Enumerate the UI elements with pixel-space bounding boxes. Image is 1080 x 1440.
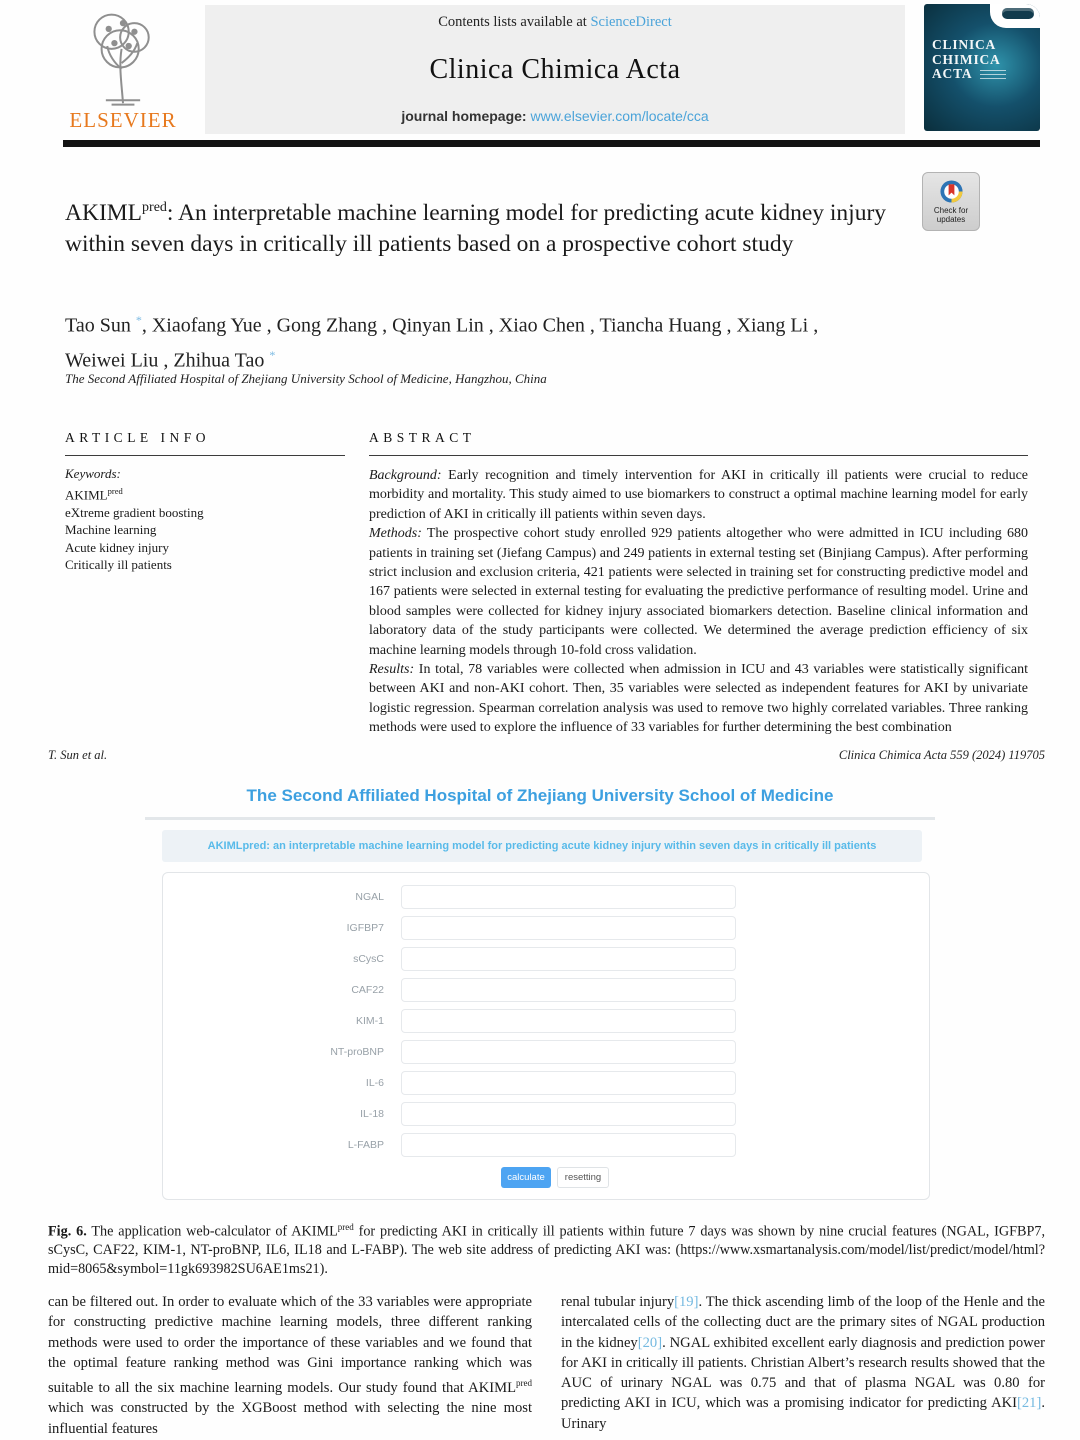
resetting-button[interactable]: resetting <box>557 1167 609 1188</box>
abstract-rule <box>369 455 1028 456</box>
kim1-input[interactable] <box>401 1009 736 1033</box>
body-text <box>48 1292 1045 1439</box>
running-head-journal: Clinica Chimica Acta 559 (2024) 119705 <box>838 748 1045 762</box>
abstract-heading: ABSTRACT <box>369 430 476 445</box>
keywords-label: Keywords: <box>65 466 121 481</box>
kim1-label: KIM-1 <box>355 1014 384 1027</box>
elsevier-tree-icon <box>79 6 167 106</box>
il18-label: IL-18 <box>360 1107 384 1120</box>
caf22-input[interactable] <box>401 978 736 1002</box>
keyword: Critically ill patients <box>65 557 172 573</box>
il6-input[interactable] <box>401 1071 736 1095</box>
check-for-updates-label: Check for updates <box>933 206 969 224</box>
form-row-ngal <box>163 881 929 912</box>
contents-prefix: Contents lists available at <box>438 14 587 30</box>
il18-input[interactable] <box>401 1102 736 1126</box>
form-row-caf22 <box>163 974 929 1005</box>
title-superscript: pred <box>142 200 167 215</box>
calculator-header-divider <box>145 817 935 820</box>
check-for-updates-badge[interactable] <box>922 172 980 231</box>
ntprobnp-label: NT-proBNP <box>330 1045 384 1058</box>
running-head <box>48 748 1045 763</box>
keyword: eXtreme gradient boosting <box>65 504 204 520</box>
figure-6-caption: Fig. 6. The application web-calculator of $AKIML^{pred}$ for predicting AKI in critically ill patients within future 7 days was shown by nine crucial features (NGAL, IGFBP7, sCysC, CAF22, KIM-1, NT-proBNP, IL6, IL18 and L-FABP). The web site address of predicting AKI was: (https://www.xsmartanalysis.com/model/list/predict/model/html?mid=8065&symbol=11gk693982SU6AE1ms21). <box>48 1222 1046 1277</box>
article-info-rule <box>65 455 345 456</box>
cover-corner-notch <box>990 4 1040 28</box>
citation-21-link[interactable]: [21] <box>1017 1395 1042 1412</box>
homepage-label: journal homepage: <box>401 108 527 124</box>
scysc-input[interactable] <box>401 947 736 971</box>
authors-middle: , Xiaofang Yue , Gong Zhang , Qinyan Lin , Xiao Chen , Tiancha Huang , Xiang Li , <box>141 314 819 337</box>
form-row-kim1 <box>163 1005 929 1036</box>
keyword: Acute kidney injury <box>65 539 169 555</box>
keyword: $AKIML^{pred}$ <box>65 486 123 503</box>
authors-last: Weiwei Liu , Zhihua Tao <box>65 349 265 372</box>
author-list <box>65 306 885 375</box>
author-first: Tao Sun <box>65 314 131 337</box>
form-row-il18 <box>163 1098 929 1129</box>
article-title: $AKIML^{pred}$: An interpretable machine learning model for predicting acute kidney injury within seven days in critically ill patients based on a prospective cohort study <box>65 199 887 258</box>
crossmark-icon <box>939 179 964 204</box>
cover-barcode-pill <box>1002 8 1034 19</box>
journal-homepage-link[interactable]: www.elsevier.com/locate/cca <box>530 108 709 124</box>
citation-19-link[interactable]: [19] <box>674 1294 699 1310</box>
igfbp7-label: IGFBP7 <box>346 921 384 934</box>
caf22-label: CAF22 <box>351 983 384 996</box>
body-left-column: can be filtered out. In order to evaluate which of the 33 variables were appropriate for constructing predictive machine learning models, three different ranking methods were used to order the importance of these variables and we found that the optimal feature ranking method was Gini importance ranking which was suitable to all the six machine learning models. Our study found that $AKIML^{pred}$ which was constructed by the XGBoost method with selecting the nine most influential features <box>48 1294 532 1437</box>
journal-cover-thumbnail <box>924 4 1040 131</box>
form-row-il6 <box>163 1067 929 1098</box>
body-right-column: renal tubular injury[19]. The thick ascending limb of the loop of the Henle and the intercalated cells of the collecting duct are the primary sites of NGAL production in the kidney[20]. NGAL exhibited excellent early diagnosis and prediction power for AKI in critically ill patients. Christian Albert’s research results showed that the AUC of urinary NGAL was 0.75 and that of plasma NGAL was 0.80 for predicting AKI in ICU, which was a promising indicator for predicting AKI[21]. Urinary <box>561 1294 1045 1432</box>
citation-20-link[interactable]: [20] <box>637 1334 663 1351</box>
journal-header-box <box>205 5 905 134</box>
scysc-label: sCysC <box>353 952 384 965</box>
cover-subtitle-lines <box>980 70 1006 82</box>
il6-label: IL-6 <box>365 1076 384 1089</box>
igfbp7-input[interactable] <box>401 916 736 940</box>
calculator-hospital-title: The Second Affiliated Hospital of Zhejiang University School of Medicine <box>246 786 834 805</box>
calculate-button[interactable]: calculate <box>501 1167 551 1188</box>
calculator-buttons <box>501 1167 929 1188</box>
abstract-methods: Methods: The prospective cohort study enrolled 929 patients altogether who were admitted in ICU including 680 patients in training set (Jiefang Campus) and 249 patients in external testing set (Binjiang Campus). After performing strict inclusion and exclusion criteria, 421 patients were selected in training set for constructing predictive model and 167 patients were selected in external testing for evaluating the predictive performance of resulting model. Urine and blood samples were collected for kidney injury associated biomarkers detection. Baseline clinical information and laboratory data of the study participants were collected. We determined the average prediction efficiency of six machine learning models through 10-fold cross validation. <box>369 526 1028 658</box>
sciencedirect-link[interactable]: ScienceDirect <box>590 14 672 30</box>
ngal-input[interactable] <box>401 885 736 909</box>
corresponding-author-star[interactable]: * <box>269 347 276 362</box>
form-row-scysc <box>163 943 929 974</box>
ngal-label: NGAL <box>355 890 384 903</box>
form-row-igfbp7 <box>163 912 929 943</box>
elsevier-wordmark: ELSEVIER <box>69 108 177 132</box>
contents-line <box>438 14 672 31</box>
form-row-lfabp <box>163 1129 929 1160</box>
lfabp-label: L-FABP <box>347 1138 384 1151</box>
article-info-column <box>65 430 345 738</box>
form-row-ntprobnp <box>163 1036 929 1067</box>
keyword: Machine learning <box>65 522 157 538</box>
lfabp-input[interactable] <box>401 1133 736 1157</box>
corresponding-author-star[interactable]: * <box>135 313 142 327</box>
affiliation: The Second Affiliated Hospital of Zhejiang University School of Medicine, Hangzhou, China <box>65 371 547 386</box>
figure-label: Fig. 6. <box>48 1223 87 1240</box>
calculator-form-card <box>162 872 930 1200</box>
journal-homepage-line <box>401 108 708 124</box>
abstract-results: Results: In total, 78 variables were collected when admission in ICU and 43 variables were statistically significant between AKI and non-AKI cohort. Then, 35 variables were selected as independent features for AKI by univariate logistic regression. Spearman correlation analysis was used to remove two highly correlated variables. Three ranking methods were used to explore the influence of 33 variables for further determining the best combination <box>369 662 1028 736</box>
running-head-authors: T. Sun et al. <box>48 748 108 762</box>
article-info-heading: ARTICLE INFO <box>65 430 211 445</box>
elsevier-logo <box>62 6 184 136</box>
cover-title: CLINICA CHIMICA ACTA <box>932 37 1001 81</box>
info-abstract-section <box>65 430 1028 738</box>
abstract-background: Background: Early recognition and timely intervention for AKI in critically ill patients were crucial to reduce morbidity and mortality. This study aimed to use biomarkers to construct a optimal machine learning model for early prediction of AKI in critically ill patients within seven days. <box>369 468 1028 522</box>
calculator-model-banner: AKIMLpred: an interpretable machine learning model for predicting acute kidney injury within seven days in critically ill patients <box>162 830 922 862</box>
journal-title: Clinica Chimica Acta <box>429 53 681 85</box>
header-divider-bar <box>63 140 1040 147</box>
ntprobnp-input[interactable] <box>401 1040 736 1064</box>
abstract-column <box>369 430 1028 738</box>
author-line-1 <box>65 306 885 341</box>
